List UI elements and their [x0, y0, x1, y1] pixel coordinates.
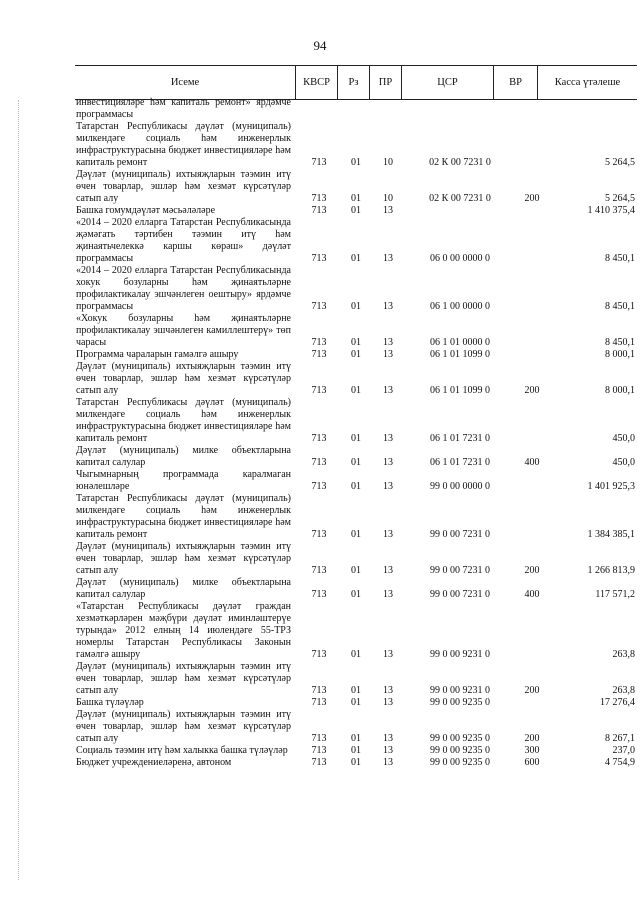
table-row: Чыгымнарның программада каралмаган юнәлешләре 713 01 13 99 0 00 0000 0 1 401 925,3: [76, 469, 635, 492]
page-number: 94: [313, 38, 327, 53]
table-row: Дәүләт (муниципаль) милке объектларына капитал салулар 713 01 13 06 1 01 7231 0 400 450,0: [76, 445, 635, 468]
header-pr: ПР: [369, 66, 401, 99]
header-kvsr: КВСР: [295, 66, 337, 99]
table-row: «Татарстан Республикасы дәүләт граждан хезмәткәрләрен мәҗбүри дәүләт иминләштерүе турында» 2012 елның 14 июлендәге 55-ТРЗ номерлы Татарстан Республикасы Законын гамәлгә ашыру 713 01 13 99 0 00 9231 0 263,8: [76, 601, 635, 660]
table-row: Башка гомумдәүләт мәсьәләләре 713 01 13 1 410 375,4: [76, 205, 635, 216]
margin-binding-marks: [18, 100, 21, 880]
table-row: Дәүләт (муниципаль) ихтыяҗларын тәэмин итү өчен товарлар, эшләр һәм хезмәт күрсәтүләр сатып алу 713 01 13 99 0 00 7231 0 200 1 266 813,9: [76, 541, 635, 576]
table-header: [75, 65, 637, 100]
table-row: Дәүләт (муниципаль) ихтыяҗларын тәэмин итү өчен товарлар, эшләр һәм хезмәт күрсәтүләр сатып алу 713 01 13 99 0 00 9235 0 200 8 267,1: [76, 709, 635, 744]
table-row: Дәүләт (муниципаль) ихтыяҗларын тәэмин итү өчен товарлар, эшләр һәм хезмәт күрсәтүләр сатып алу 713 01 10 02 К 00 7231 0 200 5 264,5: [76, 169, 635, 204]
budget-table-body: [76, 97, 636, 769]
header-sum: Касса үтәлеше: [537, 66, 637, 99]
table-row: «2014 – 2020 елларга Татарстан Республикасында хокук бозуларны һәм җинаятьләрне профилактикалау эшчәнлеген оештыру» ярдәмче программасы 713 01 13 06 1 00 0000 0 8 450,1: [76, 265, 635, 312]
table-row: Татарстан Республикасы дәүләт (муниципаль) милкендәге социаль һәм инженерлык инфраструктурасына бюджет инвестицияләре һәм капиталь ремонт 713 01 13 06 1 01 7231 0 450,0: [76, 397, 635, 444]
table-row: Программа чараларын гамәлгә ашыру 713 01 13 06 1 01 1099 0 8 000,1: [76, 349, 635, 360]
table-row: Дәүләт (муниципаль) милке объектларына капитал салулар 713 01 13 99 0 00 7231 0 400 117 571,2: [76, 577, 635, 600]
header-csr: ЦСР: [401, 66, 493, 99]
table-row: Татарстан Республикасы дәүләт (муниципаль) милкендәге социаль һәм инженерлык инфраструктурасына бюджет инвестицияләре һәм капиталь ремонт 713 01 10 02 К 00 7231 0 5 264,5: [76, 121, 635, 168]
table-row: Дәүләт (муниципаль) ихтыяҗларын тәэмин итү өчен товарлар, эшләр һәм хезмәт күрсәтүләр сатып алу 713 01 13 99 0 00 9231 0 200 263,8: [76, 661, 635, 696]
header-rz: Рз: [337, 66, 369, 99]
table-row: Татарстан Республикасы дәүләт (муниципаль) милкендәге социаль һәм инженерлык инфраструктурасына бюджет инвестицияләре һәм капиталь ремонт 713 01 13 99 0 00 7231 0 1 384 385,1: [76, 493, 635, 540]
table-row: инвестицияләре һәм капиталь ремонт» ярдәмче программасы: [76, 97, 291, 120]
table-row: Башка түләүләр 713 01 13 99 0 00 9235 0 17 276,4: [76, 697, 635, 708]
table-row: Дәүләт (муниципаль) ихтыяҗларын тәэмин итү өчен товарлар, эшләр һәм хезмәт күрсәтүләр сатып алу 713 01 13 06 1 01 1099 0 200 8 000,1: [76, 361, 635, 396]
table-row: «Хокук бозуларны һәм җинаятьләрне профилактикалау эшчәнлеген камиллештерү» төп чарасы 713 01 13 06 1 01 0000 0 8 450,1: [76, 313, 635, 348]
table-row: Социаль тәэмин итү һәм халыкка башка түләүләр 713 01 13 99 0 00 9235 0 300 237,0: [76, 745, 635, 756]
table-row: «2014 – 2020 елларга Татарстан Республикасында җәмәгать тәртибен тәэмин итү һәм җинаятьчелеккә каршы көрәш» дәүләт программасы 713 01 13 06 0 00 0000 0 8 450,1: [76, 217, 635, 264]
table-row: Бюджет учреждениеләренә, автоном 713 01 13 99 0 00 9235 0 600 4 754,9: [76, 757, 635, 768]
header-vr: ВР: [493, 66, 537, 99]
header-name: Исеме: [170, 76, 200, 88]
